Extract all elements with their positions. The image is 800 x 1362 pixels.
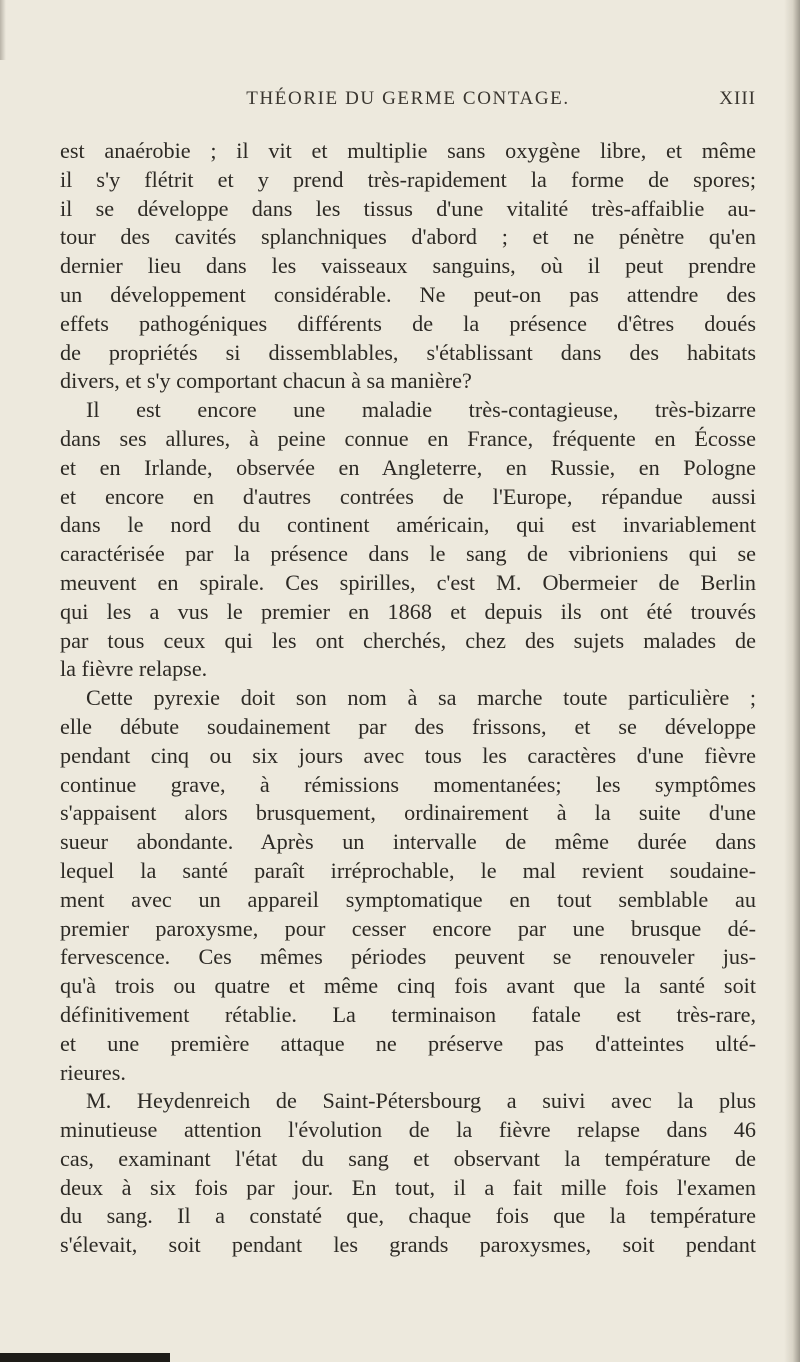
text-line: par tous ceux qui les ont cherchés, chez des sujets malades de xyxy=(60,627,756,653)
text-line: lequel la santé paraît irréprochable, le mal revient soudaine- xyxy=(60,857,756,883)
paragraph-4 xyxy=(60,1087,756,1260)
text-line: il se développe dans les tissus d'une vitalité très-affaiblie au- xyxy=(60,195,756,221)
text-line: minutieuse attention l'évolution de la fièvre relapse dans 46 xyxy=(60,1117,756,1143)
text-line: rieures. xyxy=(60,1059,126,1085)
paragraph-3 xyxy=(60,684,756,1087)
text-line: qu'à trois ou quatre et même cinq fois avant que la santé soit xyxy=(60,973,756,999)
text-line: est anaérobie ; il vit et multiplie sans oxygène libre, et même xyxy=(60,138,756,163)
running-head xyxy=(60,88,756,116)
text-line: du sang. Il a constaté que, chaque fois que la température xyxy=(60,1203,756,1229)
body-text xyxy=(60,137,756,1260)
text-line: qui les a vus le premier en 1868 et depuis ils ont été trouvés xyxy=(60,598,756,624)
bottom-scan-edge xyxy=(0,1353,170,1362)
text-line: elle débute soudainement par des frissons, et se développe xyxy=(60,713,756,739)
binding-shadow xyxy=(784,0,800,1362)
text-line: divers, et s'y comportant chacun à sa manière? xyxy=(60,368,472,394)
text-line: deux à six fois par jour. En tout, il a fait mille fois l'examen xyxy=(60,1174,756,1200)
text-line: définitivement rétablie. La terminaison fatale est très-rare, xyxy=(60,1001,756,1027)
text-line: cas, examinant l'état du sang et observant la température de xyxy=(60,1145,756,1171)
text-line: meuvent en spirale. Ces spirilles, c'est M. Obermeier de Berlin xyxy=(60,569,756,595)
text-line: et une première attaque ne préserve pas d'atteintes ulté- xyxy=(60,1030,756,1056)
text-line: s'élevait, soit pendant les grands paroxysmes, soit pendant xyxy=(60,1232,756,1258)
text-line: M. Heydenreich de Saint-Pétersbourg a suivi avec la plus xyxy=(86,1088,756,1114)
text-line: s'appaisent alors brusquement, ordinairement à la suite d'une xyxy=(60,800,756,826)
text-line: pendant cinq ou six jours avec tous les caractères d'une fièvre xyxy=(60,742,756,768)
text-line: sueur abondante. Après un intervalle de même durée dans xyxy=(60,829,756,855)
text-line: effets pathogéniques différents de la présence d'êtres doués xyxy=(60,310,756,336)
text-line: Il est encore une maladie très-contagieuse, très-bizarre xyxy=(86,397,756,423)
text-line: la fièvre relapse. xyxy=(60,656,208,682)
paragraph-1 xyxy=(60,137,756,396)
text-line: caractérisée par la présence dans le sang de vibrioniens qui se xyxy=(60,541,756,567)
text-line: continue grave, à rémissions momentanées; les symptômes xyxy=(60,771,756,797)
text-line: dans ses allures, à peine connue en France, fréquente en Écosse xyxy=(60,425,756,451)
text-line: fervescence. Ces mêmes périodes peuvent se renouveler jus- xyxy=(60,944,756,970)
text-line: Cette pyrexie doit son nom à sa marche toute particulière ; xyxy=(86,685,756,711)
text-line: dernier lieu dans les vaisseaux sanguins, où il peut prendre xyxy=(60,253,756,279)
running-title: THÉORIE DU GERME CONTAGE. xyxy=(246,88,570,109)
page-number: XIII xyxy=(719,88,756,109)
text-line: et en Irlande, observée en Angleterre, en Russie, en Pologne xyxy=(60,454,756,480)
text-line: il s'y flétrit et y prend très-rapidement la forme de spores; xyxy=(60,166,756,192)
text-line: premier paroxysme, pour cesser encore par une brusque dé- xyxy=(60,915,756,941)
text-line: et encore en d'autres contrées de l'Europe, répandue aussi xyxy=(60,483,756,509)
text-line: dans le nord du continent américain, qui est invariablement xyxy=(60,512,756,538)
paragraph-2 xyxy=(60,396,756,684)
page-left-edge xyxy=(0,0,6,60)
text-line: un développement considérable. Ne peut-on pas attendre des xyxy=(60,281,756,307)
text-line: ment avec un appareil symptomatique en tout semblable au xyxy=(60,886,756,912)
text-line: de propriétés si dissemblables, s'établissant dans des habitats xyxy=(60,339,756,365)
text-line: tour des cavités splanchniques d'abord ; et ne pénètre qu'en xyxy=(60,224,756,250)
